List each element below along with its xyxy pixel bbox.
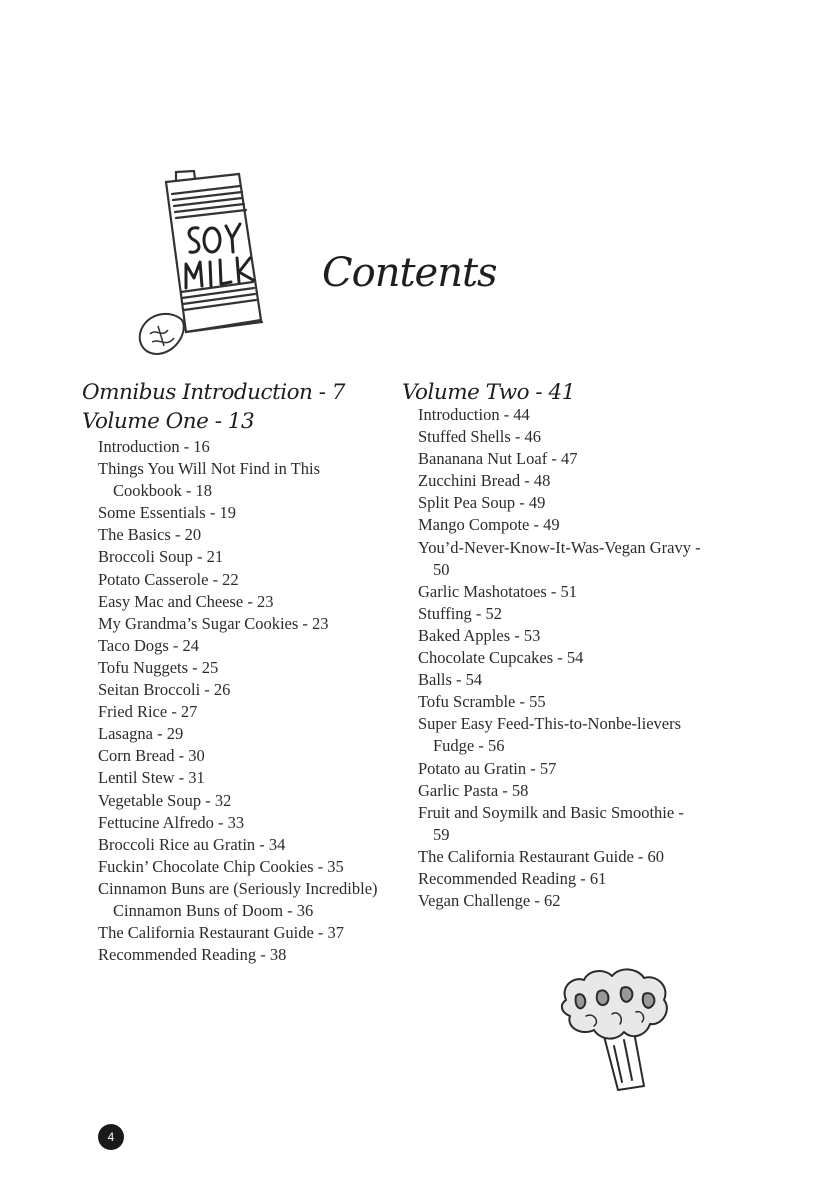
toc-entry: Zucchini Bread - 48 bbox=[418, 471, 551, 491]
toc-entry: Recommended Reading - 38 bbox=[98, 945, 287, 965]
toc-entry: Fried Rice - 27 bbox=[98, 702, 198, 722]
toc-entry: Lentil Stew - 31 bbox=[98, 768, 205, 788]
toc-entry: Lasagna - 29 bbox=[98, 724, 184, 744]
toc-entry: Potato au Gratin - 57 bbox=[418, 758, 557, 778]
toc-entry: Some Essentials - 19 bbox=[98, 503, 236, 523]
toc-entry: Broccoli Soup - 21 bbox=[98, 547, 224, 567]
toc-volume-two-list bbox=[402, 404, 702, 912]
toc-entry: Corn Bread - 30 bbox=[98, 746, 205, 766]
toc-entry: Garlic Mashotatoes - 51 bbox=[418, 581, 577, 601]
toc-entry: Balls - 54 bbox=[418, 670, 483, 690]
toc-entry: Fettucine Alfredo - 33 bbox=[98, 812, 245, 832]
toc-entry: Chocolate Cupcakes - 54 bbox=[418, 648, 584, 668]
toc-entry: Vegan Challenge - 62 bbox=[418, 891, 561, 911]
toc-entry: The California Restaurant Guide - 60 bbox=[418, 846, 665, 866]
toc-entry: Stuffed Shells - 46 bbox=[418, 427, 541, 447]
toc-entry: Potato Casserole - 22 bbox=[98, 569, 239, 589]
toc-entry: You’d-Never-Know-It-Was-Vegan Gravy - 50 bbox=[418, 537, 701, 579]
toc-entry: Mango Compote - 49 bbox=[418, 515, 560, 535]
toc-entry: Broccoli Rice au Gratin - 34 bbox=[98, 834, 286, 854]
toc-entry: Stuffing - 52 bbox=[418, 603, 503, 623]
toc-entry: Seitan Broccoli - 26 bbox=[98, 680, 231, 700]
toc-entry: Baked Apples - 53 bbox=[418, 625, 541, 645]
page-title: Contents bbox=[322, 250, 497, 296]
toc-entry: Split Pea Soup - 49 bbox=[418, 493, 546, 513]
soy-milk-carton-icon bbox=[136, 170, 286, 370]
toc-heading-volume-one: Volume One - 13 bbox=[82, 409, 255, 434]
toc-entry: Super Easy Feed-This-to-Nonbe-lievers Fudge - 56 bbox=[418, 714, 682, 756]
page-number-badge: 4 bbox=[98, 1124, 124, 1150]
toc-entry: Fuckin’ Chocolate Chip Cookies - 35 bbox=[98, 856, 344, 876]
toc-entry: The Basics - 20 bbox=[98, 525, 202, 545]
toc-entry: Things You Will Not Find in This Cookbook - 18 bbox=[98, 459, 320, 501]
toc-entry: My Grandma’s Sugar Cookies - 23 bbox=[98, 613, 329, 633]
toc-entry: Tofu Scramble - 55 bbox=[418, 692, 546, 712]
toc-entry: Introduction - 44 bbox=[418, 405, 530, 424]
toc-entry: Tofu Nuggets - 25 bbox=[98, 657, 219, 677]
broccoli-icon bbox=[556, 966, 676, 1096]
toc-entry: Garlic Pasta - 58 bbox=[418, 780, 529, 800]
toc-entry: Vegetable Soup - 32 bbox=[98, 790, 232, 810]
toc-entry: The California Restaurant Guide - 37 bbox=[98, 923, 345, 943]
toc-entry: Cinnamon Buns are (Seriously Incredible) Cinnamon Buns of Doom - 36 bbox=[98, 878, 378, 920]
toc-entry: Easy Mac and Cheese - 23 bbox=[98, 591, 274, 611]
toc-heading-volume-two: Volume Two - 41 bbox=[402, 380, 575, 405]
toc-entry: Recommended Reading - 61 bbox=[418, 868, 607, 888]
toc-entry: Fruit and Soymilk and Basic Smoothie - 59 bbox=[418, 802, 684, 844]
toc-right-column bbox=[402, 378, 702, 912]
toc-volume-one-list bbox=[82, 436, 392, 966]
toc-left-column bbox=[82, 378, 392, 966]
toc-entry: Bananana Nut Loaf - 47 bbox=[418, 449, 578, 469]
toc-entry: Taco Dogs - 24 bbox=[98, 635, 200, 655]
toc-entry: Introduction - 16 bbox=[98, 437, 210, 456]
toc-heading-omnibus-introduction: Omnibus Introduction - 7 bbox=[82, 380, 345, 405]
